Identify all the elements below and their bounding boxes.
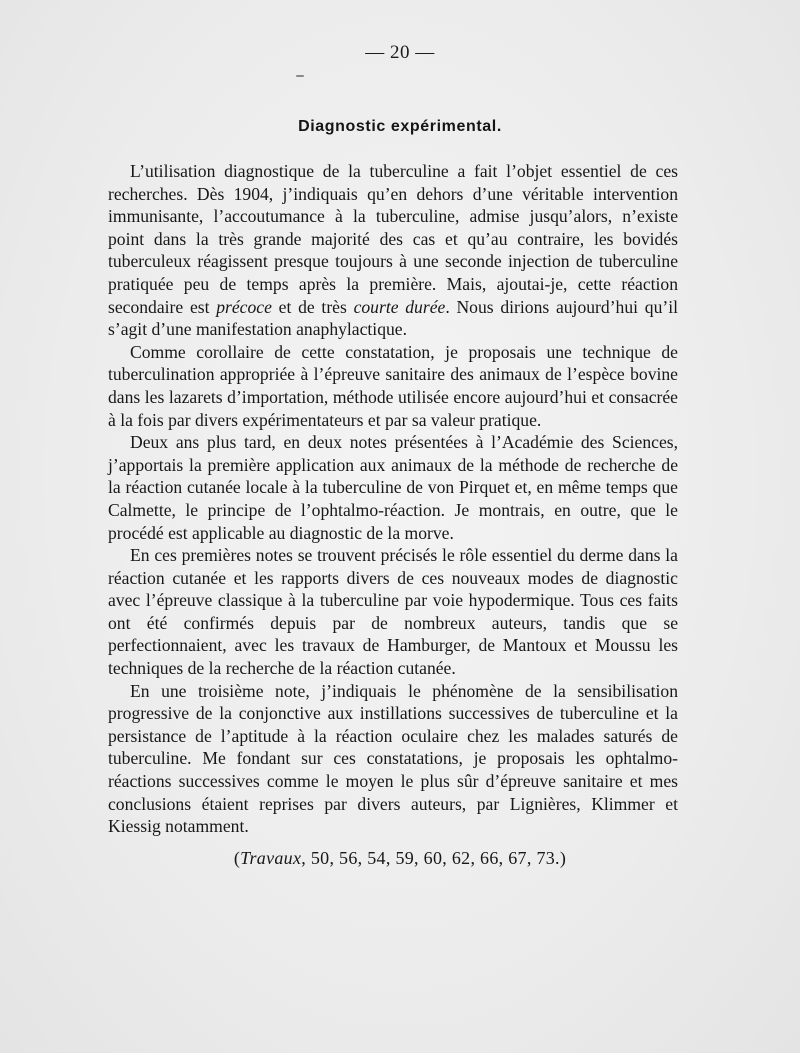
reference-open: ( (233, 848, 241, 868)
reference-label: Travaux (240, 848, 302, 868)
text-segment: L’utilisation diagnostique de la tuberculine a fait l’objet essentiel de ces recherches. Dès 1904, j’indiquais qu’en dehors d’une véritable intervention immunisante, l’accoutumance à la tuberculine, admise jusqu’alors, n’existe point dans la très grande majorité des cas et qu’au contraire, les bovidés tuberculeux réagissent presque toujours à une seconde injection de tuberculine pratiquée peu de temps après la première. Mais, ajoutai-je, cette réaction secondaire est (108, 161, 678, 317)
paragraph (108, 431, 678, 544)
text-segment: En ces premières notes se trouvent précisés le rôle essentiel du derme dans la réaction cutanée et les rapports divers de ces nouveaux modes de diagnostic avec l’épreuve classique à la tuberculine par voie hypodermique. Tous ces faits ont été confirmés depuis par de nombreux auteurs, tandis que se perfectionnaient, avec les travaux de Hamburger, de Mantoux et Moussu les techniques de la recherche de la réaction cutanée. (108, 545, 678, 679)
page-number: — 20 — (365, 42, 435, 63)
text-segment: Comme corollaire de cette constatation, je proposais une technique de tuberculination appropriée à l’épreuve sanitaire des animaux de l’espèce bovine dans les lazarets d’importation, méthode utilisée encore aujourd’hui et consacrée à la fois par divers expérimentateurs et par sa valeur pratique. (108, 341, 678, 430)
paragraph (108, 341, 678, 431)
text-segment: En une troisième note, j’indiquais le phénomène de la sensibilisation progressive de la conjonctive aux instillations successives de tuberculine et la persistance de l’aptitude à la réaction oculaire chez les malades saturés de tuberculine. Me fondant sur ces constatations, je proposais les ophtalmo-réactions successives comme le moyen le plus sûr d’épreuve sanitaire et mes conclusions étaient reprises par divers auteurs, par Lignières, Klimmer et Kiessig notamment. (108, 680, 678, 837)
section-heading: Diagnostic expérimental. (298, 118, 502, 135)
text-segment: . Nous dirions aujourd’hui qu’il s’agit d’une manifestation anaphylactique. (108, 296, 678, 340)
italic-segment: courte durée (353, 296, 446, 317)
text-segment: Deux ans plus tard, en deux notes présentées à l’Académie des Sciences, j’apportais la première application aux animaux de la méthode de recherche de la réaction cutanée locale à la tuberculine de von Pirquet et, en même temps que Calmette, le principe de l’ophtalmo-réaction. Je montrais, en outre, que le procédé est applicable au diagnostic de la morve. (108, 432, 678, 543)
works-reference (0, 848, 800, 869)
paragraph (108, 680, 678, 838)
text-segment: et de très (271, 296, 354, 317)
paragraph (108, 544, 678, 680)
paragraph (108, 160, 678, 341)
body-text (108, 160, 678, 838)
italic-segment: précoce (216, 296, 272, 317)
reference-numbers: , 50, 56, 54, 59, 60, 62, 66, 67, 73.) (301, 848, 567, 868)
ink-speck (296, 75, 304, 77)
